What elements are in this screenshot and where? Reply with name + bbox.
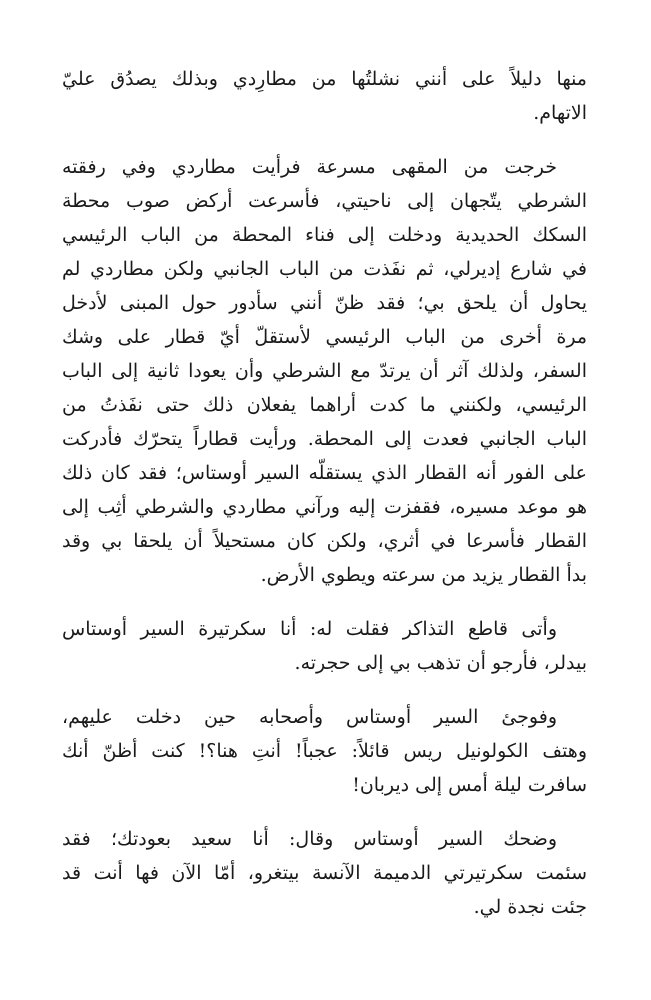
text-line: الاتهام. [533,102,587,124]
paragraph [62,700,587,802]
text-line: السكك الحديدية ودخلت إلى فناء المحطة من الباب الرئيسي [62,224,587,246]
text-line: السفر، ولذلك آثر أن يرتدّ مع الشرطي وأن يعودا ثانية إلى الباب [62,360,587,382]
text-line: هو موعد مسيره، فقفزت إليه ورآني مطاردي والشرطي أثِب إلى [62,496,587,518]
text-line: الباب الجانبي فعدت إلى المحطة. ورأيت قطاراً يتحرّك فأدركت [62,428,587,450]
text-line: في شارع إديرلي، ثم نفَذت من الباب الجانبي ولكن مطاردي لم [62,258,587,280]
text-line: بيدلر، فأرجو أن تذهب بي إلى حجرته. [294,652,587,674]
text-line: وأتى قاطع التذاكر فقلت له: أنا سكرتيرة السير أوستاس [62,618,557,640]
paragraph [62,150,587,592]
text-line: جئت نجدة لي. [473,896,587,918]
paragraph [62,822,587,924]
text-line: يحاول أن يلحق بي؛ فقد ظنّ أنني سأدور حول المبنى لأدخل [62,292,587,314]
text-line: مرة أخرى من الباب الرئيسي لأستقلّ أيّ قطار على وشك [62,326,587,348]
text-line: وهتف الكولونيل ريس قائلاً: عجباً! أنتِ هنا؟! كنت أظنّ أنك [62,740,587,762]
text-line: وضحك السير أوستاس وقال: أنا سعيد بعودتك؛ فقد [62,828,557,850]
text-line: وفوجئ السير أوستاس وأصحابه حين دخلت عليهم، [62,706,557,728]
paragraph [62,62,587,130]
text-line: منها دليلاً على أنني نشلتُها من مطارِدي وبذلك يصدُق عليّ [62,68,587,90]
text-line: الشرطي يتّجهان إلى ناحيتي، فأسرعت أركض صوب محطة [62,190,587,212]
text-line: سئمت سكرتيرتي الدميمة الآنسة بيتغرو، أمّا الآن فها أنت قد [62,862,587,884]
text-line: سافرت ليلة أمس إلى ديربان! [352,774,587,796]
text-line: القطار فأسرعا في أثري، ولكن كان مستحيلاً أن يلحقا بي وقد [62,530,587,552]
text-line: خرجت من المقهى مسرعة فرأيت مطاردي وفي رفقته [62,156,557,178]
text-line: الرئيسي، ولكنني ما كدت أراهما يفعلان ذلك حتى نفَذتُ من [62,394,587,416]
paragraph [62,612,587,680]
text-line: بدأ القطار يزيد من سرعته ويطوي الأرض. [260,564,587,586]
text-line: على الفور أنه القطار الذي يستقلّه السير أوستاس؛ فقد كان ذلك [62,462,587,484]
